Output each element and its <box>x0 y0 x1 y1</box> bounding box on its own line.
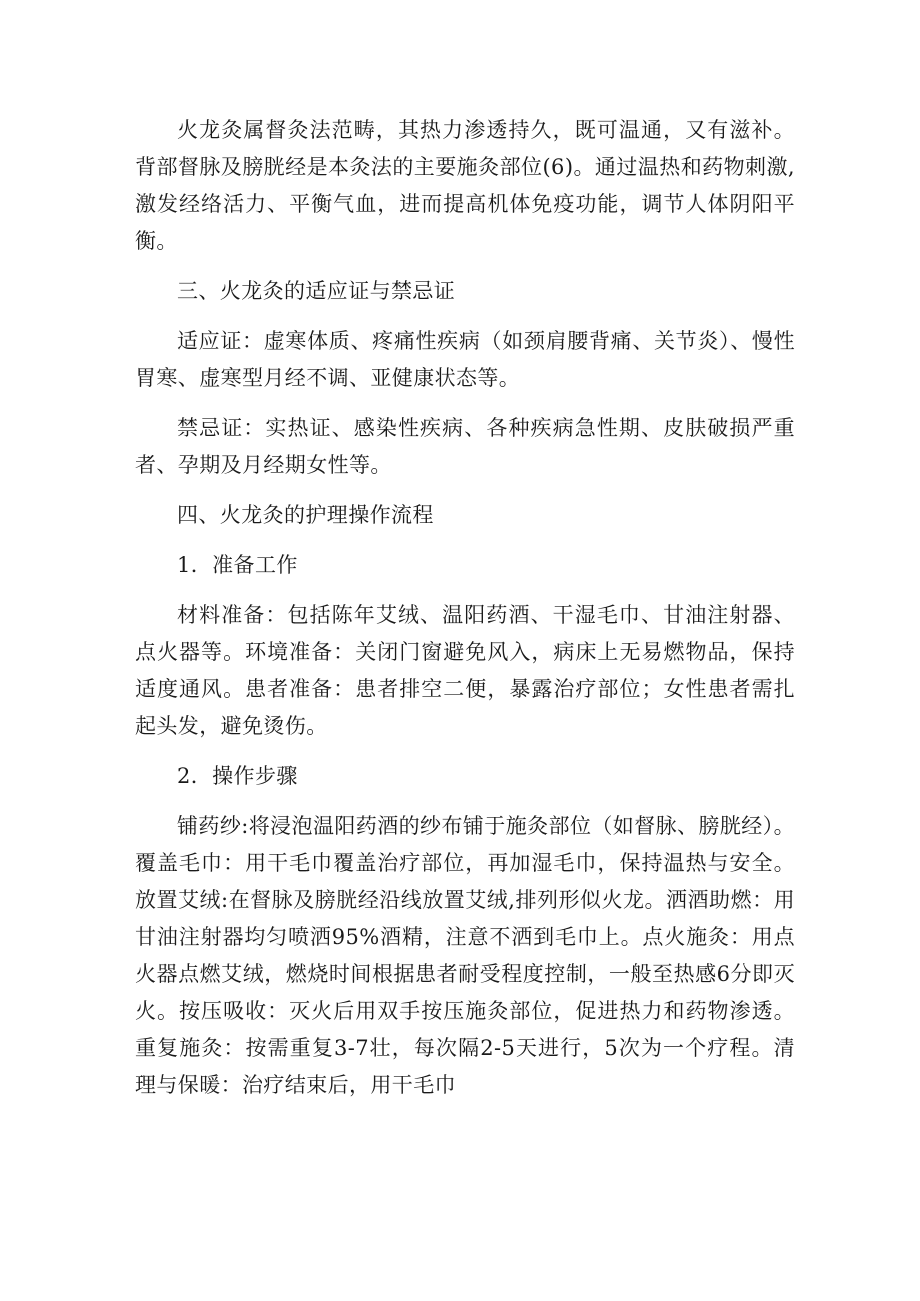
paragraph-steps: 铺药纱:将浸泡温阳药酒的纱布铺于施灸部位（如督脉、膀胱经）。覆盖毛巾：用干毛巾覆盖治疗部位，再加湿毛巾，保持温热与安全。放置艾绒:在督脉及膀胱经沿线放置艾绒,排列形似火龙。洒酒助燃：用甘油注射器均匀喷洒95%酒精，注意不洒到毛巾上。点火施灸：用点火器点燃艾绒，燃烧时间根据患者耐受程度控制，一般至热感6分即灭火。按压吸收：灭火后用双手按压施灸部位，促进热力和药物渗透。重复施灸：按需重复3-7壮，每次隔2-5天进行，5次为一个疗程。清理与保暖：治疗结束后，用干毛巾 <box>135 814 795 1097</box>
paragraph-indications: 适应证：虚寒体质、疼痛性疾病（如颈肩腰背痛、关节炎）、慢性胃寒、虚寒型月经不调、亚健康状态等。 <box>135 329 795 390</box>
paragraph-contraindications: 禁忌证：实热证、感染性疾病、各种疾病急性期、皮肤破损严重者、孕期及月经期女性等。 <box>135 416 795 477</box>
paragraph-intro: 火龙灸属督灸法范畴，其热力渗透持久，既可温通，又有滋补。背部督脉及膀胱经是本灸法的主要施灸部位(6)。通过温热和药物刺激,激发经络活力、平衡气血，进而提高机体免疫功能，调节人体阴阳平衡。 <box>135 118 795 253</box>
subheading-preparation: 1．准备工作 <box>177 553 298 577</box>
document-body <box>135 112 795 1117</box>
subheading-steps: 2．操作步骤 <box>177 764 298 788</box>
paragraph-preparation: 材料准备：包括陈年艾绒、温阳药酒、干湿毛巾、甘油注射器、点火器等。环境准备：关闭门窗避免风入，病床上无易燃物品，保持适度通风。患者准备：患者排空二便，暴露治疗部位；女性患者需扎起头发，避免烫伤。 <box>135 603 795 738</box>
section-heading-procedure: 四、火龙灸的护理操作流程 <box>177 503 434 527</box>
section-heading-indications: 三、火龙灸的适应证与禁忌证 <box>177 279 456 303</box>
